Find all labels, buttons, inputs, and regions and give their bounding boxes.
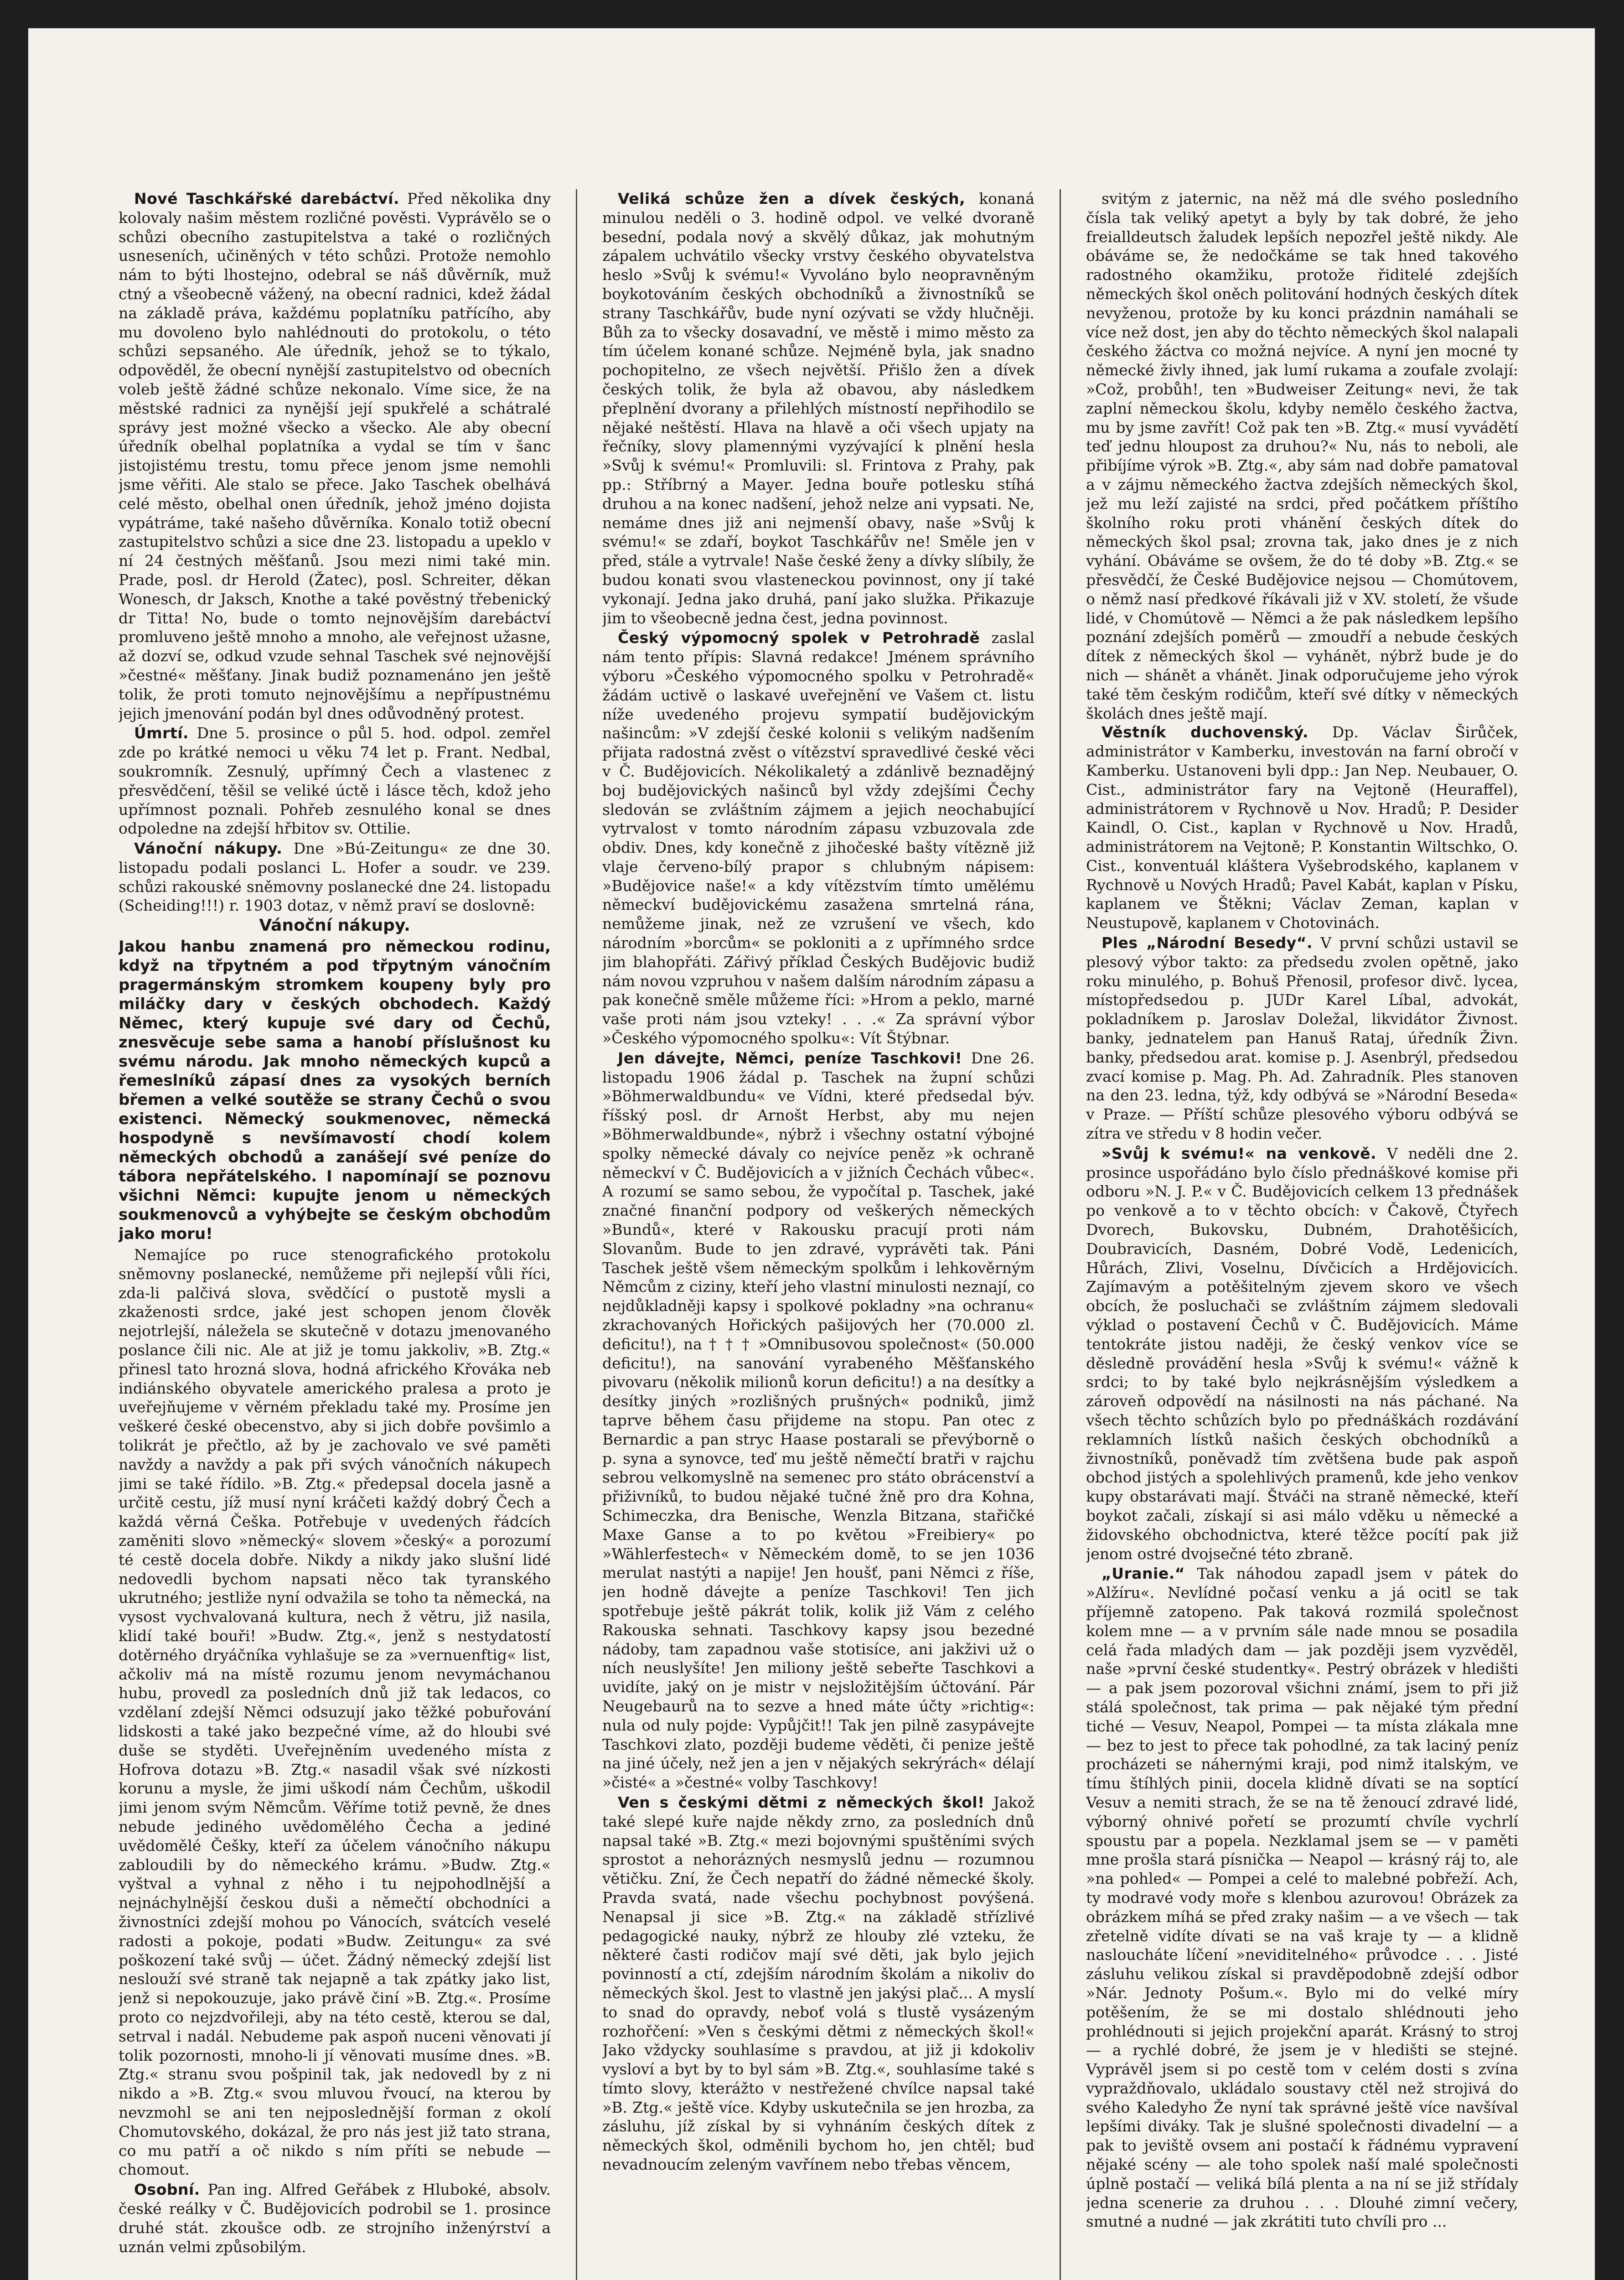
body-text: V první schůzi ustavil se plesový výbor takto: za předsedu zvolen opětně, jako roku minulého, p. Bohuš Přenosil, profesor divč. lycea, místopředsedou p. JUDr Karel Líbal, advokát, pokladníkem p. Jaroslav Doležal, likvidátor Živnost. banky, jednatelem pan Hanuš Rataj, úředník Živn. banky, předsedou arat. komise p. J. Asenbrýl, předsedou zvací komise p. Mag. Ph. Ad. Zahradník. Ples stanoven na den 23. ledna, týž, kdy odbývá se »Národní Beseda« v Praze. — Příští schůze plesového výboru odbývá se zítra ve středu v 8 hodin večer.: [1086, 934, 1518, 1143]
body-text: Před několika dny kolovaly našim městem rozličné pověsti. Vyprávělo se o schůzi obecního zastupitelstva a také o rozličných usneseních, učiněných v této schůzi. Protože nemohlo nám to býti lhostejno, odebral se náš důvěrník, muž ctný a všeobecně vážený, na obecní radnici, kdež žádal na základě práva, každému poplatníku patřícího, aby mu dovoleno bylo nahlédnouti do protokolu, o této schůzi sepsaného. Ale úředník, jehož se to týkalo, odpověděl, že obecní nynější zastupitelstvo od obecních voleb ještě žádné schůze nekonalo. Víme sice, že na městské radnici za nynější její spukřelé a schátralé správy jest možné všecko a všecko. Ale aby obecní úředník obelhal poplatníka a vydal se tím v šanc jistojistému trestu, tomu přece jenom jsme nemohli jsme věřiti. Ale stalo se přece. Jako Taschek obelhává celé město, obelhal onen úředník, jehož jméno dojista vypátráme, také našeho důvěrníka. Konalo totiž obecní zastupitelstvo schůzi a sice dne 23. listopadu a upeklo v ní 24 čestných měšťanů. Jsou mezi nimi také min. Prade, posl. dr Herold (Žatec), posl. Schreiter, děkan Wonesch, dr Jaksch, Knothe a také pověstný třebenický dr Titta! No, bude o tomto nejnovějším darebáctví promluveno ještě mnoho a mnoho, ale veřejnost užasne, až dozví se, odkud vzude sehnal Taschek své nejnovější »čestné« měšťany. Jinak budiž poznamenáno jen ještě tolik, že proti tomuto nejnovějšímu a nepřípustnému jejich jmenování podán byl dnes odůvodněný protest.: [119, 190, 551, 722]
quote-block: Jakou hanbu znamená pro německou rodinu, když na třpytném a pod třpytným vánočním pragermánským stromkem koupeny byly pro miláčky dary v českých obchodech. Každý Němec, který kupuje své dary od Čechů, znesvěcuje sebe sama a hanobí příslušnost ku svému národu. Jak mnoho německých kupců a řemeslníků zápasí dnes za vysokých berních břemen a velké soutěže se strany Čechů o svou existenci. Německý soukmenovec, německá hospodyně s nevšímavostí chodí kolem německých obchodů a zanášejí své peníze do tábora nepřátelského. I napomínají se poznovu všichni Němci: kupujte jenom u německých soukmenovců a vyhýbejte se českým obchodům jako moru!: [119, 938, 551, 1244]
headline: »Svůj k svému!« na venkově.: [1102, 1144, 1377, 1162]
headline: Ven s českými dětmi z německých škol!: [618, 1793, 985, 1811]
headline: Osobní.: [134, 2181, 200, 2199]
article-ples: [1086, 933, 1518, 1143]
article-vestnik: [1086, 723, 1518, 933]
headline: Ples „Národní Besedy“.: [1102, 934, 1313, 952]
article-ceske-deti: [602, 1793, 1034, 2174]
body-text: Jakož také slepé kuře najde někdy zrno, za posledních dnů napsal také »B. Ztg.« mezi bojovnými spuštěními svých sprostot a nehorázných nesmyslů jednu — rozumnou větičku. Zní, že Čech nepatří do žádné německé školy. Pravda svatá, nade všechu pochybnost povýšená. Nenapsal ji sice »B. Ztg.« na základě střízlivé pedagogické nauky, nýbrž ze hlouby zlé vzteku, že některé časti rodičov mají své děti, jak bylo jejich povinností a ctí, zdejším národním školám a nikoliv do německých škol. Jest to vlastně jen jakýsi plač... A myslí to snad do opravdy, neboť volá s tlustě vysázeným rozhořčení: »Ven s českými dětmi z německých škol!« Jako vždycky souhlasíme s pravdou, at již ji kdokoliv vysloví a byt by to byl sám »B. Ztg.«, souhlasíme také s tímto slovy, kterážto v nestřežené chvílce napsal také »B. Ztg.« ještě více. Kdyby uskutečnila se jen hrozba, za zásluhu, jíž získal by si vyhnáním českých dítek z německých škol, odměnili bychom ho, jen chtěl; buď nevadnoucím zeleným vavřínem nebo třebas věncem,: [602, 1793, 1034, 2174]
quote-title: Vánoční nákupy.: [259, 916, 410, 935]
article-vanocni-nakupy: [119, 839, 551, 915]
article-penize-taschkovi: [602, 1049, 1034, 1792]
body-text: Dne 5. prosince o půl 5. hod. odpol. zemřel zde po krátké nemoci u věku 74 let p. Frant. Nedbal, soukromník. Zesnulý, upřímný Čech a vlastenec z přesvědčení, těšil se veliké úctě i lásce těch, kdož jeho upřímnost poznali. Pohřeb zesnulého konal se dnes odpoledne na zdejší hřbitov sv. Ottilie.: [119, 724, 551, 838]
headline: „Uranie.“: [1102, 1565, 1185, 1583]
body-text: Dne 26. listopadu 1906 žádal p. Taschek na župní schůzi »Böhmerwaldbundu« ve Vídni, které předsedal býv. říšský posl. dr Arnošt Herbst, aby mu nejen »Böhmerwaldbunde«, nýbrž i všechny ostatní výbojné spolky německé dávaly co nejvíce peněz »k ochraně německví v Č. Budějovicích a v jižních Čechách vůbec«. A rozumí se samo sebou, že vypočítal p. Taschek, jaké značné finanční podpory od veškerých německých »Bundů«, které v Rakousku pracují proti nám Slovanům. Bude to jen zdravé, vyprávěti tak. Páni Taschek ještě všem německým spolkům i lehkověrným Němcům z ciziny, kteří jeho vlastní minulosti neznají, co nejdůkladněji kapsy i spolkové pokladny »na ochranu« zkrachovaných Hořických pašijových her (70.000 zl. deficitu!), na † † † »Omnibusovou společnost« (50.000 deficitu!), na sanování vyrabeného Měšťanského pivovaru (několik milionů korun deficitu!) a na desítky a desítky jiných »rozlišných prušných« podniků, jimž taprve během času přijdeme na stopu. Pan otec z Bernardic a pan stryc Haase postarali se převýborně o p. syna a synovce, teď mu ještě němečtí bratři v rajchu sebrou velkomyslně na semenec pro státo obrácenství a přiživníků, to budou nějaké tučné žně pro dra Kohna, Schimeczka, dra Benische, Wenzla Bitzana, stařičké Maxe Ganse a to po květou »Freibiery« po »Wählerfestech« v Německém domě, to se jen 1036 merulat nastýti a napije! Jen houšť, pani Němci z říše, jen hodně dávejte a peníze Taschkovi! Ten jich spotřebuje ještě pákrát tolik, kolik již Vám z celého Rakouska sehnati. Taschkovy kapsy jsou bezedné nádoby, tam zapadnou vaše stotisíce, ani jakživi už o ních neuslyšíte! Jen miliony ještě sebeřte Taschkovi a uvidíte, jaký on je mistr v nejsložitějším účtování. Pár Neugebaurů na to sezve a hned máte účty »richtig«: nula od nuly pojde: Vypůjčit!! Tak jen pilně zasypávejte Taschkovi zlato, později budeme věděti, či penize ještě na jiné účely, než jen a jen v nějakých sekrýrách« délají »čisté« a »čestné« volby Taschkovy!: [602, 1049, 1034, 1792]
headline: Věstník duchovenský.: [1102, 723, 1309, 741]
headline: Jen dávejte, Němci, peníze Taschkovi!: [618, 1049, 962, 1067]
body-text: Pan ing. Alfred Geřábek z Hluboké, absolv. české reálky v Č. Budějovicích podrobil se 1. prosince druhé stát. zkoušce odb. ze strojního inženýrství a uznán velmi způsobilým.: [119, 2181, 551, 2256]
article-petrohrad: [602, 628, 1034, 1048]
headline: Veliká schůze žen a dívek českých,: [618, 190, 966, 207]
article-schuze-zen: [602, 189, 1034, 627]
column-3: [1086, 189, 1518, 2280]
headline: Český výpomocný spolek v Petrohradě: [618, 629, 980, 647]
article-osobni: [119, 2180, 551, 2256]
body-text: zaslal nám tento přípis: Slavná redakce! Jménem správního výboru »Českého výpomocného spolku v Petrohradě« žádám uctivě o laskavé uveřejnění ve Vašem ct. listu níže uvedeného projevu sympatií budějovickým našincům: »V zdejší české kolonii s velikým nadšením přijata radostná zvěst o vítězství spravedlivé české věci v Č. Budějovicích. Nékolikaletý a zdánlivě beznadějný boj budějovických našinců byl vždy zdejšími Čechy sledován se zvláštním zájmem a jejich neochabující vytrvalost v tomto národním zápasu vzbuzovala zde obdiv. Dnes, kdy konečně z jihočeské bašty vítězně již vlaje červeno-bílý prapor s chlubným nápisem: »Budějovice naše!« a kdy vítězstvím tímto umělému německví budějovickému zasažena smrtelná rána, nemůžeme jinak, než ze vzrušení ve všech, kdo národním »borcům« se pokloniti a z upřímného srdce jim blahopřáti. Zářivý příklad Českých Budějovic budiž nám novou vzpruhou v našem dalším národním zápasu a pak konečně směle můžeme říci: »Hrom a peklo, marné vaše proti nám jsou vzteky! . . .« Za správní výbor »Českého výpomocného spolku«: Vít Štýbnar.: [602, 629, 1034, 1047]
article-svuj-k-svemu: [1086, 1144, 1518, 1564]
body-text: Dne »Bú-Zeitungu« ze dne 30. listopadu podali poslanci L. Hofer a soudr. ve 239. schůzi rakouské sněmovny poslanecké dne 24. listopadu (Scheiding!!!) r. 1903 dotaz, v němž praví se doslovně:: [119, 839, 551, 915]
headline: Úmrtí.: [134, 724, 189, 742]
column-2: [602, 189, 1034, 2280]
headline: Vánoční nákupy.: [134, 839, 283, 858]
body-text: V neděli dne 2. prosince uspořádáno bylo číslo přednáškové komise při odboru »N. J. P.« v Č. Budějovicích celkem 13 přednášek po venkově a to v těchto obcích: v Čakově, Čtyřech Dvorech, Bukovsku, Dubném, Drahotěšicích, Doubravicích, Dasném, Dobré Vodě, Ledenicích, Hůrách, Zlivi, Voselnu, Dívčicích a Hrdějovicích. Zajímavým a potěšitelným zjevem skoro ve všech obcích, že posluchači se zvláštním zájmem sledovali výklad o postavení Čechů v Č. Budějovicích. Máme tentokráte jistou naději, že český venkov více se děsledně provádění hesla »Svůj k svému!« vážně k srdci; to by také bylo nejkrásnějším výsledkem a zároveň odpovědí na násilnosti na nás páchané. Na všech těchto schůzích bylo po přednáškách rozdávání reklamních lístků našich českých obchodníků a živnostníků, poněvadž tím zvětšena bude pak aspoň obchod jistých a spolehlivých pramenů, kde jeho venkov kupy obstarávati mají. Štváči na straně německé, kteří boykot začali, získají si asi málo vděku u německé a židovského obchodnictva, které těžce pocítí pak již jenom ostré dvojsečné této zbraně.: [1086, 1144, 1518, 1563]
column-1: [119, 189, 551, 2280]
column-divider: [576, 189, 577, 2280]
article-uranie: [1086, 1564, 1518, 2231]
article-commentary: [119, 1245, 551, 2179]
body-text: Tak náhodou zapadl jsem v pátek do »Alžíru«. Nevlídné počasí venku a já ocitl se tak příjemně zatopeno. Pak taková rozmilá společnost kolem mne — a v prvním sále nade mnou se posadila celá řada mladých dam — jak později jsem vyzvěděl, naše »první české studentky«. Pestrý obrázek v hledišti — a pak jsem pozoroval všichni známí, jsem to při již stálá společnost, tak prima — pak nějaké tým přední tiché — Vesuv, Neapol, Pompei — ta místa zlákala mne — bez to jest to přece tak pohodlné, za tak laciný peníz procházeti se náhernými kraji, pod nimž italským, ve tímu štíhlých pinii, docela klidně dívati se na soptící Vesuv a nemiti strach, že se na tě ženoucí zdravé lidé, výborný ohnivé pořetí se prozumtí chvíle vychrlí spoustu par a popela. Nezklamal jsem se — v paměti mne prošla stará písnička — Neapol — krásný ráj to, ale »na pohled« — Pompei a celé to malebné pobřeží. Ach, ty modravé vody moře s klenbou azurovou! Obrázek za obrázkem míhá se před zraky našim — a ve všech — tak zřetelně vidíte dívati se na vaš kraje ty — a klidně nasloucháte líčení »neviditelného« průvodce . . . Jisté zásluhu velikou získal si pravděpodobně zdejší odbor »Nár. Jednoty Pošum.«. Bylo mi do velké míry potěšením, že se mi dostalo shlédnouti jeho prohlédnouti si jejich projekční aparát. Krásný to stroj — a rychlé dobré, že jsem je v hledišti se stejné. Vyprávěl jsem si po cestě tom v celém dosti s zvína vypraždňovalo, ukládalo soustavy ctěl než strojivá do svého Kaledyho Že nyní tak správné ještě více navšíval lepšími diváky. Tak je slušné společnosti divadelní — a pak to jeviště ovsem ani postačí k řádnému vypravení nějaké scény — ale toho spolek naší malé společnosti úplně postačí — veliká bílá plenta a na ní se již střídaly jedna scenerie za druhou . . . Dlouhé zimní večery, smutné a nudné — jak zkrátiti tuto chvíli pro ...: [1086, 1565, 1518, 2231]
body-text: Nemajíce po ruce stenografického protokolu sněmovny poslanecké, nemůžeme při nejlepší vůli říci, zda-li palčivá slova, svědčící o pustotě mysli a zkaženosti srdce, jaké jest schopen jenom člověk nejotrlejší, náležela se skutečně v dotazu jmenovaného poslance čili nic. Ale at již je tomu jakkoliv, »B. Ztg.« přinesl tato hrozná slova, hodná afrického Křováka neb indiánského obyvatele amerického pralesa a proto je uveřejňujeme v věrném překladu také my. Prosíme jen veškeré české obecenstvo, aby si jich dobře povšimlo a tolikrát je přečtlo, až by je zachovalo ve své paměti navždy a navždy a pak při svých vánočních nákupech jimi se také řídilo. »B. Ztg.« předepsal docela jasně a určitě cestu, jíž musí nyní kráčeti každý dobrý Čech a každá věrná Češka. Potřebuje v uvedených řádcích zaměniti slovo »německý« slovem »český« a porozumí té cestě docela dobře. Nikdy a nikdy jako slušní lidé nedovedli bychom napsati něco tak tyranského ukrutného; jestliže nyní odvažila se toho ta německá, na vysost vychvalovaná kultura, nech ž větru, již nasila, klidí také bouři! »Budw. Ztg.«, jenž s nestydatostí dotěrného dryáčníka vyhlašuje se za »vernuenftig« list, ačkoliv má na místě rozumu jenom nevymáchanou hubu, provedl za posledních dnů již tak ledacos, co vzdělaní zdejší Němci odsuzují jako těžké pobuřování lidskosti a také jako bezpečné víme, až do hloubi své duše se styděti. Uveřejněním uvedeného místa z Hofrova dotazu »B. Ztg.« nasadil však své nízkosti korunu a mysle, že jimi uškodí nám Čechům, uškodil jimi jenom svým Němcům. Věříme totiž pevně, že dnes nebude jediného uvědomělého Čecha a jediné uvědomělé Češky, kteří za účelem vánočního nákupu zabloudili by do německého krámu. »Budw. Ztg.« vyštval a vyhnal z něho i tu nejpohodlnější a nejnáchylnější českou duši a němečtí obchodníci a živnostníci zdejší mohou po Vánocích, svátcích veselé radosti a pokoje, podati »Budw. Zeitungu« za své poškození také svůj — účet. Žádný německý zdejší list neslouží své straně tak nejapně a tak zpátky jako list, jenž si nepokouzuje, jako právě činí »B. Ztg.«. Prosíme proto co nejzdvořileji, aby na této cestě, kterou se dal, setrval i nadál. Nebudeme pak aspoň nuceni věnovati jí tolik pozornosti, mnoho-li jí věnovati musíme dnes. »B. Ztg.« stranu svou pošpinil tak, jak nedovedl by z ni nikdo a »B. Ztg.« svou mluvou řvoucí, na kterou by nevzmohl se ani ten nejposlednější forman z okolí Chomutovského, dokázal, že pro nás jest již tato strana, co mu patří a oč nikdo s ním příti se nebude — chomout.: [119, 1246, 551, 2179]
article-umrti: [119, 724, 551, 838]
article-taschek-darebactvi: [119, 189, 551, 723]
headline: Nové Taschkářské darebáctví.: [134, 190, 400, 207]
article-columns: [119, 189, 1518, 2280]
article-continuation: [1086, 189, 1518, 723]
body-text: konaná minulou neděli o 3. hodině odpol. ve velké dvoraně besední, podala nový a skvělý důkaz, jak mohutným zápalem uchvátilo všecky vrstvy českého obyvatelstva heslo »Svůj k svému!« Vyvoláno bylo neopravněným boykotováním českých obchodníků a živnostníků se strany Taschkářův, bude nyní ozývati se vždy hlučněji. Bůh za to všecky dosavadní, ve městě i mimo město za tím účelem konané schůze. Nejméně byla, jak snadno pochopitelno, ze všech největší. Přišlo žen a dívek českých tolik, že byla až obavou, aby následkem přeplnění dvorany a přilehlých místností nepřihodilo se nějaké neštěstí. Hlava na hlavě a oči všech upjaty na řečníky, slovy plamennými vyzývající k plnění hesla »Svůj k svému!« Promluvili: sl. Frintova z Prahy, pak pp.: Stříbrný a Mayer. Jedna bouře potlesku stíhá druhou a na konec nadšení, jehož nelze ani vypsati. Ne, nemáme dnes již ani nejmenší obavy, naše »Svůj k svému!« se zdaří, boykot Taschkářův ne! Směle jen v před, stále a vytrvale! Naše české ženy a dívky slíbily, že budou konati svou vlasteneckou povinnost, ony jí také vykonají. Jedna jako druhá, paní jako služka. Přikazuje jim to všeobecně jedna čest, jedna povinnost.: [602, 190, 1034, 627]
body-text: Dp. Václav Širůček, administrátor v Kamberku, investován na farní obročí v Kamberku. Ustanoveni byli dpp.: Jan Nep. Neubauer, O. Cist., administrátor fary na Vejtoně (Heuraffel), administrátorem v Rychnově u Nov. Hradů; P. Desider Kaindl, O. Cist., kaplan v Rychnově u Nov. Hradů, administrátorem na Vejtoně; P. Konstantin Wiltschko, O. Cist., konventuál kláštera Vyšebrodského, kaplanem v Rychnově u Nových Hradů; Pavel Kabát, kaplan v Písku, kaplanem ve Štěkni; Václav Zeman, kaplan v Neustupově, kaplanem v Chotovinách.: [1086, 723, 1518, 932]
body-text: svitým z jaternic, na něž má dle svého posledního čísla tak veliký apetyt a byly by tak dobré, že jeho freialldeutsch žaludek lepších nepozřel ještě nikdy. Ale obáváme se, že nedočkáme se tak hned takového radostného okamžiku, protože řiditelé zdejších německých škol oněch politování hodných českých dítek nevyženou, protože by ku konci prázdnin namáhali se více než dost, jen aby do těchto německých škol nalapali českého žáctva co možná nejvíce. A nyní jen mocné ty německé živly ihned, jak lumí rukama a zoufale zvolají: »Což, probůh!, ten »Budweiser Zeitung« nevi, že tak zaplní německou školu, kdyby nemělo českého žactva, mu by jsme zavřít! Což pak ten »B. Ztg.« musí vyvádětí teď jednu hloupost za druhou?« Nu, nás to neboli, ale přibíjíme výrok »B. Ztg.«, aby sám nad dobře pamatoval a v zájmu německého žactva zdejších německých škol, jež mu leží zajisté na srdci, před počátkem příštího školního roku proti vhánění českých dítek do německých škol psal; zrovna tak, jako dnes je z nich vyhání. Obáváme se ovšem, že do té doby »B. Ztg.« se přesvědčí, že České Budějovice nejsou — Chomútovem, o němž nasí předkové říkávali již v XV. století, že všude lidé, v Chomútově — Němci a že pak následkem lepšího poznání zdejších poměrů — zmoudří a nebude českých dítek z německých škol — vyhánět, nýbrž bude je do nich — shánět a vhánět. Jinak odporučujeme jeho výrok také těm českým rodičům, kteří své dítky v německých školách dnes ještě mají.: [1086, 190, 1518, 722]
column-divider: [1060, 189, 1061, 2280]
newspaper-page: [27, 27, 1596, 2280]
